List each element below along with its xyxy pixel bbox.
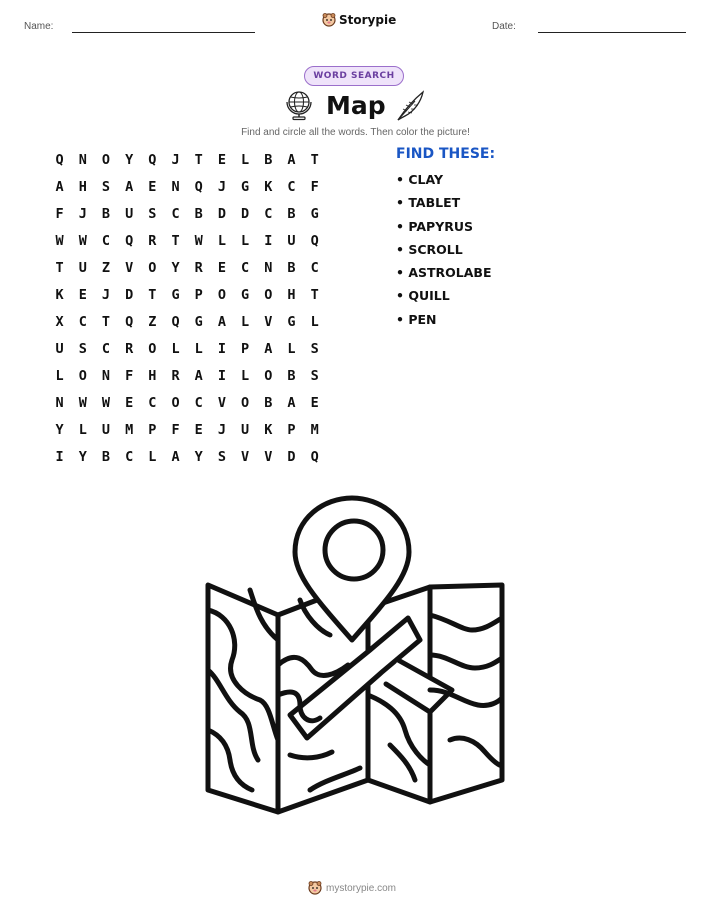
grid-letter[interactable]: T [171,232,180,249]
grid-letter[interactable]: Q [125,232,134,249]
grid-letter[interactable]: R [148,232,157,249]
grid-letter[interactable]: E [148,178,157,195]
grid-letter[interactable]: E [217,259,226,276]
grid-letter[interactable]: E [217,151,226,168]
grid-letter[interactable]: M [310,421,319,438]
grid-letter[interactable]: D [241,205,250,222]
grid-letter[interactable]: A [287,394,296,411]
grid-row [48,443,326,470]
grid-letter[interactable]: L [287,340,296,357]
grid-letter[interactable]: N [55,394,64,411]
grid-letter[interactable]: E [194,421,203,438]
word-search-badge: WORD SEARCH [304,66,404,86]
word-list-item: • QUILL [396,288,450,304]
grid-row [48,173,326,200]
grid-row [48,227,326,254]
grid-letter[interactable]: K [55,286,64,303]
storypie-mascot-icon [308,880,322,896]
grid-row [48,335,326,362]
grid-letter[interactable]: L [171,340,180,357]
grid-letter[interactable]: O [78,367,87,384]
grid-letter[interactable]: L [78,421,87,438]
grid-row [48,146,326,173]
grid-letter[interactable]: L [241,232,250,249]
grid-letter[interactable]: B [287,205,296,222]
grid-letter[interactable]: Z [148,313,157,330]
grid-letter[interactable]: C [310,259,319,276]
grid-letter[interactable]: M [125,421,134,438]
name-field-line[interactable] [72,32,255,33]
grid-letter[interactable]: L [241,313,250,330]
word-list [396,172,492,335]
grid-letter[interactable]: H [287,286,296,303]
grid-row [48,362,326,389]
grid-letter[interactable]: R [194,259,203,276]
grid-letter[interactable]: O [217,286,226,303]
grid-letter[interactable]: H [78,178,87,195]
grid-letter[interactable]: Y [171,259,180,276]
grid-letter[interactable]: A [287,151,296,168]
grid-letter[interactable]: C [125,448,134,465]
instructions: Find and circle all the words. Then color the picture! [241,127,470,138]
grid-letter[interactable]: N [264,259,273,276]
grid-letter[interactable]: D [217,205,226,222]
grid-letter[interactable]: G [310,205,319,222]
grid-letter[interactable]: N [171,178,180,195]
grid-row [48,200,326,227]
grid-letter[interactable]: Q [171,313,180,330]
brand-name: Storypie [339,13,397,27]
grid-letter[interactable]: Q [55,151,64,168]
grid-letter[interactable]: C [148,394,157,411]
grid-letter[interactable]: Y [194,448,203,465]
grid-letter[interactable]: D [287,448,296,465]
date-label: Date: [492,21,516,32]
grid-letter[interactable]: X [55,313,64,330]
storypie-mascot-icon [322,12,336,28]
grid-letter[interactable]: T [310,151,319,168]
grid-letter[interactable]: Y [125,151,134,168]
grid-letter[interactable]: S [101,178,111,195]
word-list-item: • PEN [396,311,437,327]
name-label: Name: [24,21,54,32]
grid-letter[interactable]: K [264,421,273,438]
grid-letter[interactable]: Q [148,151,157,168]
grid-letter[interactable]: R [125,340,134,357]
grid-letter[interactable]: A [194,367,203,384]
grid-letter[interactable]: O [264,367,273,384]
grid-letter[interactable]: W [78,232,87,249]
date-field-line[interactable] [538,32,686,33]
grid-letter[interactable]: P [194,286,203,303]
grid-letter[interactable]: P [148,421,157,438]
grid-letter[interactable]: W [194,232,203,249]
grid-letter[interactable]: U [101,421,111,438]
grid-letter[interactable]: W [55,232,64,249]
grid-letter[interactable]: A [217,313,226,330]
grid-letter[interactable]: T [194,151,203,168]
grid-letter[interactable]: G [171,286,180,303]
grid-letter[interactable]: O [241,394,250,411]
grid-letter[interactable]: O [171,394,180,411]
grid-letter[interactable]: J [101,286,111,303]
grid-row [48,308,326,335]
grid-letter[interactable]: O [148,340,157,357]
grid-letter[interactable]: F [125,367,134,384]
grid-letter[interactable]: Q [310,232,319,249]
grid-letter[interactable]: B [194,205,203,222]
grid-letter[interactable]: Q [125,313,134,330]
grid-letter[interactable]: Z [101,259,111,276]
grid-letter[interactable]: I [264,232,273,249]
grid-letter[interactable]: G [241,286,250,303]
grid-letter[interactable]: L [310,313,319,330]
word-list-item: • ASTROLABE [396,265,492,281]
grid-letter[interactable]: O [101,151,111,168]
grid-letter[interactable]: E [310,394,319,411]
quill-feather-icon [394,89,426,123]
grid-letter[interactable]: U [287,232,296,249]
grid-letter[interactable]: F [310,178,319,195]
map-with-location-pin-icon[interactable] [200,490,510,820]
grid-letter[interactable]: L [148,448,157,465]
grid-row [48,281,326,308]
grid-letter[interactable]: B [101,205,111,222]
grid-letter[interactable]: P [241,340,250,357]
grid-letter[interactable]: F [171,421,180,438]
page-title: Map [326,91,386,120]
grid-letter[interactable]: G [287,313,296,330]
grid-letter[interactable]: B [101,448,111,465]
grid-letter[interactable]: V [264,313,273,330]
grid-letter[interactable]: I [217,340,226,357]
grid-letter[interactable]: P [287,421,296,438]
grid-letter[interactable]: W [78,394,87,411]
grid-letter[interactable]: E [78,286,87,303]
find-these-heading: FIND THESE: [396,146,496,162]
grid-letter[interactable]: S [217,448,226,465]
grid-letter[interactable]: N [78,151,87,168]
grid-letter[interactable]: T [148,286,157,303]
grid-letter[interactable]: L [241,367,250,384]
grid-letter[interactable]: L [217,232,226,249]
grid-letter[interactable]: C [78,313,87,330]
grid-letter[interactable]: O [148,259,157,276]
grid-row [48,389,326,416]
grid-letter[interactable]: C [101,340,111,357]
grid-letter[interactable]: T [310,286,319,303]
grid-letter[interactable]: Q [194,178,203,195]
grid-row [48,254,326,281]
grid-letter[interactable]: Y [55,421,64,438]
grid-letter[interactable]: A [171,448,180,465]
grid-letter[interactable]: Y [78,448,87,465]
grid-letter[interactable]: R [171,367,180,384]
word-search-grid[interactable] [48,146,326,470]
word-list-item: • PAPYRUS [396,218,474,234]
grid-letter[interactable]: G [194,313,203,330]
footer-site[interactable]: mystorypie.com [326,882,397,894]
grid-letter[interactable]: K [264,178,273,195]
grid-letter[interactable]: N [101,367,111,384]
grid-letter[interactable]: B [287,259,296,276]
grid-letter[interactable]: L [194,340,203,357]
globe-icon [284,89,314,121]
grid-letter[interactable]: L [55,367,64,384]
grid-letter[interactable]: A [264,340,273,357]
grid-letter[interactable]: O [264,286,273,303]
grid-letter[interactable]: V [125,259,134,276]
grid-letter[interactable]: L [241,151,250,168]
grid-letter[interactable]: U [78,259,87,276]
word-list-item: • TABLET [396,195,461,211]
word-list-item: • CLAY [396,172,444,187]
footer [308,880,396,896]
grid-letter[interactable]: C [287,178,296,195]
grid-letter[interactable]: B [287,367,296,384]
brand-logo [322,12,396,28]
grid-letter[interactable]: C [264,205,273,222]
grid-letter[interactable]: V [217,394,226,411]
word-list-item: • SCROLL [396,241,463,257]
grid-letter[interactable]: I [217,367,226,384]
grid-letter[interactable]: D [125,286,134,303]
grid-letter[interactable]: E [125,394,134,411]
grid-letter[interactable]: C [241,259,250,276]
grid-letter[interactable]: W [101,394,111,411]
grid-letter[interactable]: S [78,340,87,357]
grid-letter[interactable]: U [55,340,64,357]
grid-letter[interactable]: A [125,178,134,195]
grid-letter[interactable]: V [241,448,250,465]
grid-letter[interactable]: V [264,448,273,465]
grid-letter[interactable]: T [55,259,64,276]
grid-letter[interactable]: Q [310,448,319,465]
grid-letter[interactable]: C [101,232,111,249]
grid-letter[interactable]: F [55,205,64,222]
grid-letter[interactable]: J [217,421,226,438]
grid-letter[interactable]: C [171,205,180,222]
grid-letter[interactable]: B [264,151,273,168]
grid-letter[interactable]: G [241,178,250,195]
grid-letter[interactable]: I [55,448,64,465]
grid-letter[interactable]: S [310,340,319,357]
grid-letter[interactable]: S [148,205,157,222]
grid-letter[interactable]: B [264,394,273,411]
grid-letter[interactable]: C [194,394,203,411]
grid-letter[interactable]: H [148,367,157,384]
grid-row [48,416,326,443]
grid-letter[interactable]: A [55,178,64,195]
grid-letter[interactable]: J [217,178,226,195]
grid-letter[interactable]: U [241,421,250,438]
grid-letter[interactable]: U [125,205,134,222]
grid-letter[interactable]: S [310,367,319,384]
grid-letter[interactable]: T [101,313,111,330]
grid-letter[interactable]: J [171,151,180,168]
grid-letter[interactable]: J [78,205,87,222]
